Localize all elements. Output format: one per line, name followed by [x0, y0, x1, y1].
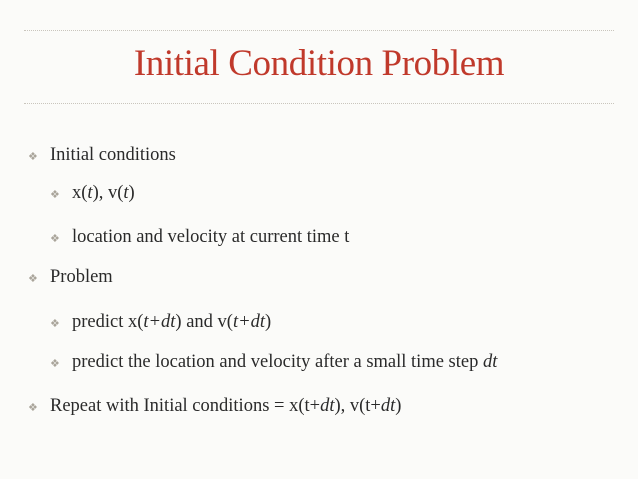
- bullet-text-part: ): [395, 396, 402, 416]
- title-divider: [24, 103, 614, 104]
- bullet-item: [50, 396, 401, 417]
- bullet-icon: ❖: [50, 318, 60, 330]
- sub-bullet-item: [72, 352, 497, 373]
- bullet-text-part: predict x(: [72, 312, 144, 332]
- bullet-text-part: ) and v(: [175, 312, 233, 332]
- bullet-text-part: dt: [320, 396, 335, 416]
- bullet-text-part: t: [87, 183, 93, 203]
- sub-bullet-item: [72, 227, 349, 248]
- bullet-icon: ❖: [28, 151, 38, 163]
- bullet-text-part: dt: [380, 396, 396, 416]
- bullet-text-part: ): [128, 183, 135, 203]
- sub-bullet-item: [72, 183, 135, 204]
- sub-bullet-item: [72, 312, 271, 333]
- slide-title: Initial Condition Problem: [133, 43, 505, 84]
- bullet-text-part: Problem: [50, 267, 113, 287]
- bullet-text-part: location and velocity at current time t: [72, 227, 350, 247]
- bullet-text-part: x(: [72, 183, 88, 203]
- bullet-icon: ❖: [50, 233, 60, 245]
- top-divider: [24, 30, 614, 31]
- bullet-icon: ❖: [50, 358, 60, 370]
- bullet-text-part: t+dt: [143, 312, 176, 332]
- bullet-text-part: Repeat with Initial conditions = x(t+: [50, 396, 321, 416]
- bullet-item: [50, 267, 113, 288]
- bullet-text-part: t+dt: [232, 312, 265, 332]
- bullet-text-part: ), v(: [92, 183, 124, 203]
- bullet-text-part: ), v(t+: [334, 396, 381, 416]
- bullet-icon: ❖: [50, 189, 60, 201]
- bullet-icon: ❖: [28, 402, 38, 414]
- bullet-text-part: dt: [482, 352, 498, 372]
- bullet-item: [50, 145, 176, 166]
- bullet-text-part: t: [123, 183, 129, 203]
- bullet-text-part: Initial conditions: [50, 145, 176, 165]
- bullet-icon: ❖: [28, 273, 38, 285]
- bullet-text-part: predict the location and velocity after a small time step: [72, 352, 483, 372]
- bullet-text-part: ): [264, 312, 272, 332]
